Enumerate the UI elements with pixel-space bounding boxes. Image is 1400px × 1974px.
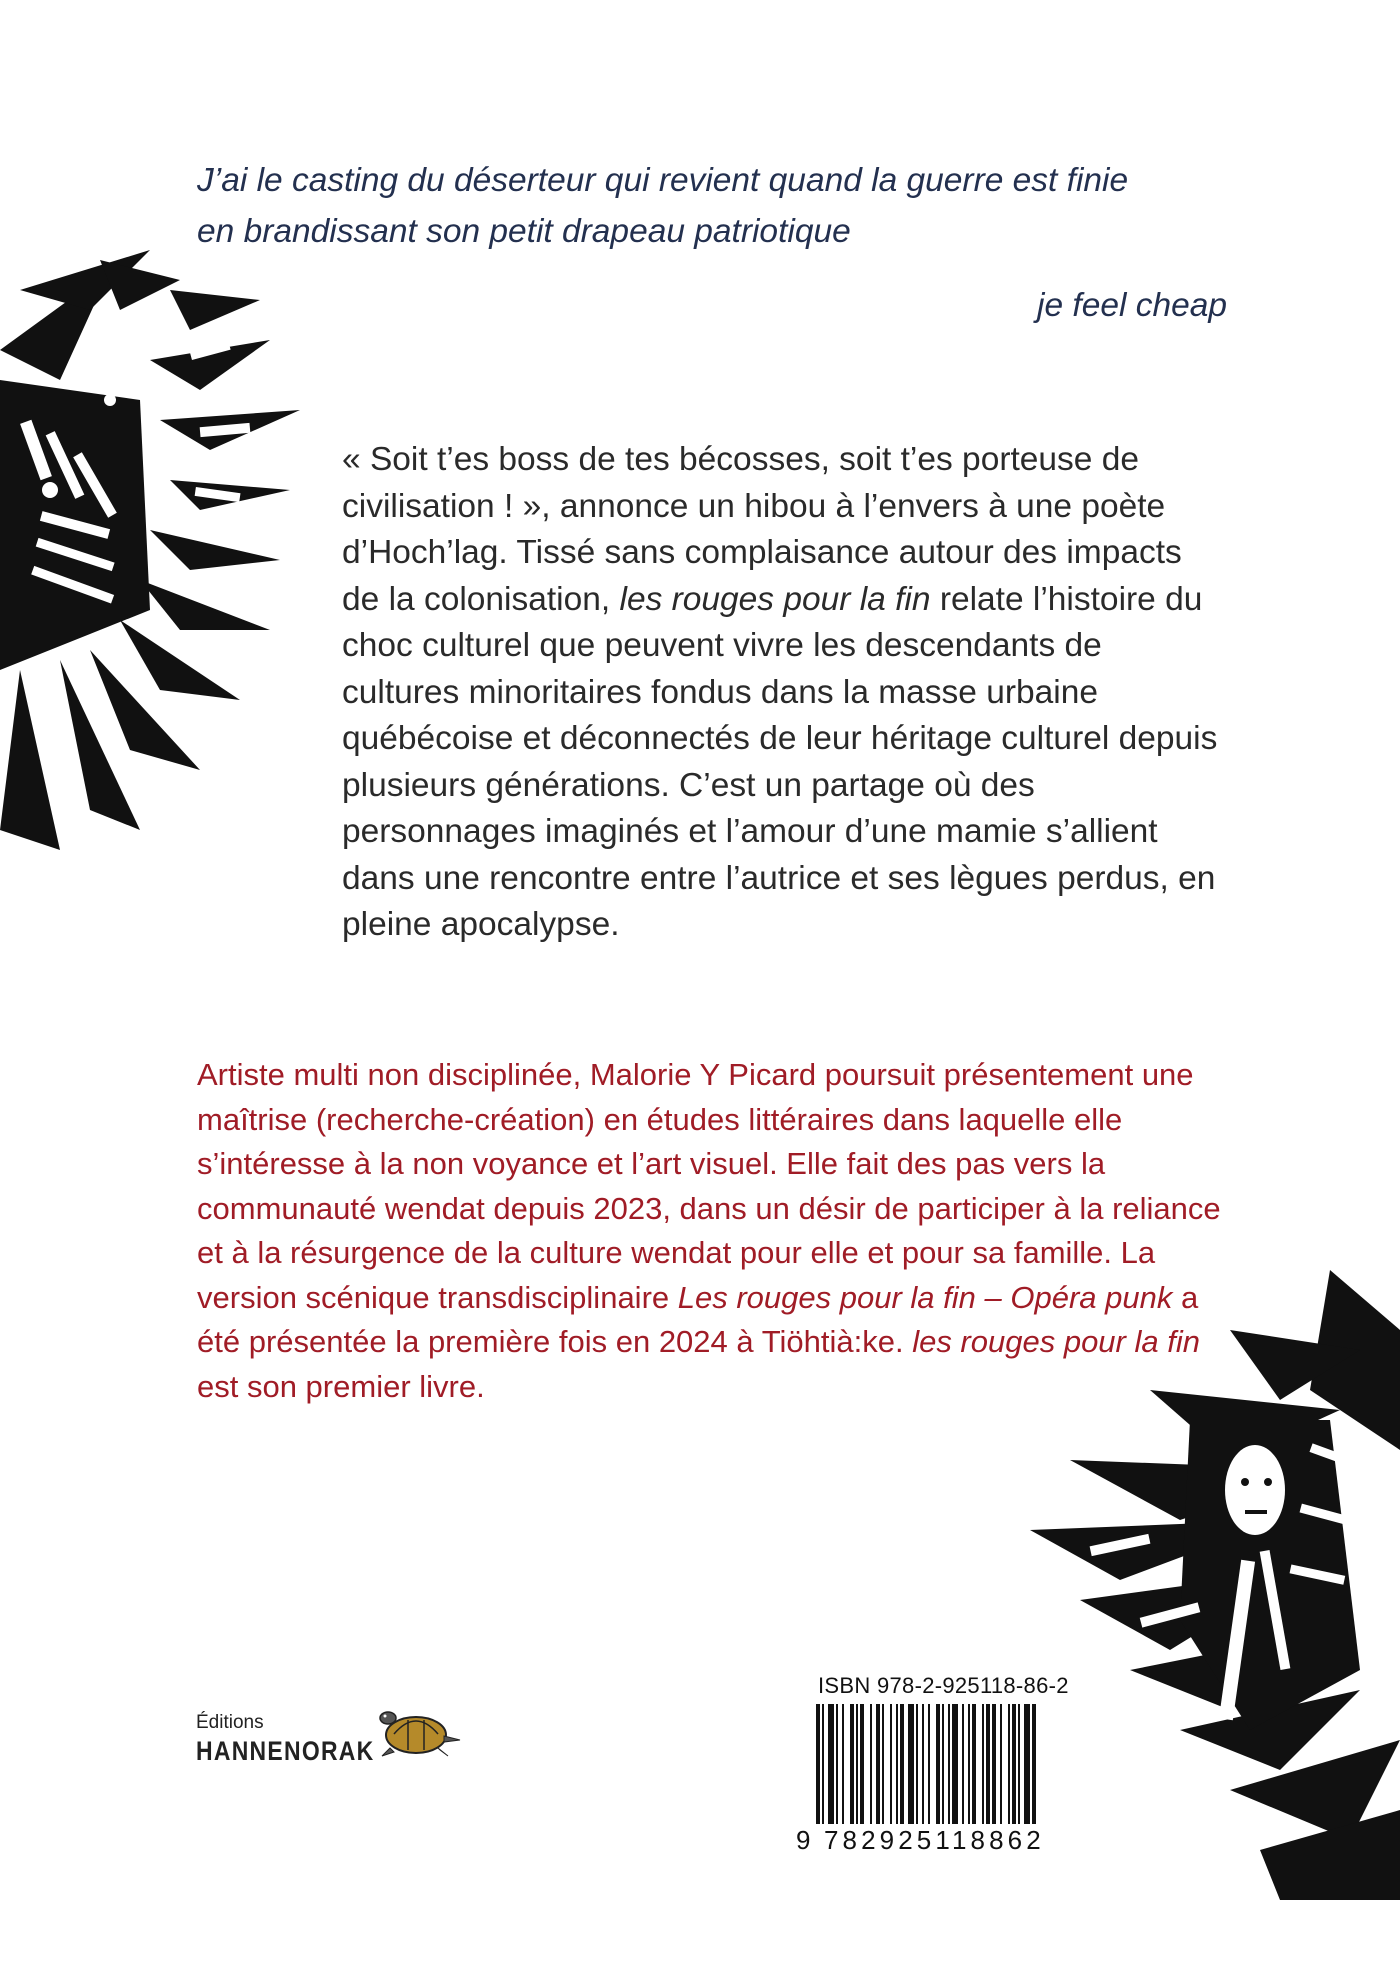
publisher-logo bbox=[196, 1700, 476, 1810]
blurb-part-2: relate l’histoire du choc culturel que peuvent vivre les descendants de cultures minoritaires fondus dans la masse urbaine québécoise et déconnectés de leur héritage culturel depuis plusieurs générations. C’est un partage où des personnages imaginés et l’amour d’une mamie s’allient dans une rencontre entre l’autrice et ses lègues perdus, en pleine apocalypse. bbox=[342, 580, 1218, 943]
barcode-bar bbox=[890, 1704, 892, 1824]
barcode-digit-first: 9 bbox=[796, 1825, 812, 1855]
back-cover-blurb bbox=[342, 437, 1222, 949]
barcode-bar bbox=[922, 1704, 924, 1824]
bio-part-2: a été présentée la première fois en 2024 à Tiöhtià:ke. bbox=[197, 1279, 1199, 1359]
barcode-bar bbox=[948, 1704, 950, 1824]
barcode-bar bbox=[850, 1704, 854, 1824]
epigraph-quote bbox=[197, 155, 1227, 324]
barcode-bar bbox=[882, 1704, 884, 1824]
barcode-bar bbox=[822, 1704, 824, 1824]
barcode-bar bbox=[928, 1704, 930, 1824]
linocut-artwork-left bbox=[0, 250, 300, 850]
blurb-book-title: les rouges pour la fin bbox=[619, 580, 931, 618]
barcode-bar bbox=[942, 1704, 944, 1824]
barcode-bar bbox=[986, 1704, 990, 1824]
barcode-bar bbox=[1000, 1704, 1002, 1824]
barcode-bar bbox=[1008, 1704, 1010, 1824]
isbn-label: ISBN 978-2-925118-86-2 bbox=[818, 1673, 1069, 1698]
turtle-icon bbox=[368, 1700, 468, 1760]
barcode-bar bbox=[856, 1704, 858, 1824]
blurb-part-1: « Soit t’es boss de tes bécosses, soit t’es porteuse de civilisation ! », annonce un hibou à l’envers à une poète d’Hoch’lag. Tissé sans complaisance autour des impacts de la colonisation, bbox=[342, 441, 1182, 618]
bio-part-3: est son premier livre. bbox=[197, 1368, 485, 1404]
barcode-bar bbox=[1012, 1704, 1016, 1824]
barcode-bar bbox=[1018, 1704, 1020, 1824]
barcode-digits-rest: 782925118862 bbox=[824, 1825, 1045, 1855]
barcode-bar bbox=[900, 1704, 904, 1824]
barcode-bar bbox=[992, 1704, 996, 1824]
barcode-bar bbox=[982, 1704, 984, 1824]
barcode bbox=[816, 1704, 1082, 1824]
barcode-bar bbox=[836, 1704, 838, 1824]
barcode-bar bbox=[936, 1704, 940, 1824]
publisher-name: HANNENORAK bbox=[196, 1736, 375, 1766]
barcode-bar bbox=[908, 1704, 914, 1824]
barcode-bar bbox=[962, 1704, 964, 1824]
bio-part-1: Artiste multi non disciplinée, Malorie Y Picard poursuit présentement une maîtrise (recherche-création) en études littéraires dans laquelle elle s’intéresse à la non voyance et l’art visuel. Elle fait des pas vers la communauté wendat depuis 2023, dans un désir de participer à la reliance et à la résurgence de la culture wendat pour elle et pour sa famille. La version scénique transdisciplinaire bbox=[197, 1057, 1221, 1315]
barcode-bar bbox=[860, 1704, 864, 1824]
barcode-bar bbox=[916, 1704, 918, 1824]
barcode-bar bbox=[1024, 1704, 1030, 1824]
barcode-bar bbox=[1032, 1704, 1036, 1824]
barcode-bar bbox=[876, 1704, 880, 1824]
author-bio bbox=[197, 1053, 1227, 1409]
publisher-prefix: Éditions bbox=[196, 1712, 264, 1733]
bio-opera-title: Les rouges pour la fin – Opéra punk bbox=[677, 1279, 1173, 1315]
quote-tail: je feel cheap bbox=[1037, 287, 1227, 324]
barcode-bar bbox=[842, 1704, 844, 1824]
barcode-bar bbox=[972, 1704, 976, 1824]
barcode-bar bbox=[896, 1704, 898, 1824]
barcode-bar bbox=[870, 1704, 872, 1824]
barcode-bar bbox=[968, 1704, 970, 1824]
quote-line-1: J’ai le casting du déserteur qui revient quand la guerre est finie bbox=[197, 162, 1129, 199]
quote-line-2: en brandissant son petit drapeau patriotique bbox=[197, 213, 851, 250]
bio-book-title: les rouges pour la fin bbox=[912, 1324, 1200, 1359]
barcode-bar bbox=[816, 1704, 820, 1824]
barcode-bar bbox=[952, 1704, 958, 1824]
barcode-bar bbox=[828, 1704, 834, 1824]
